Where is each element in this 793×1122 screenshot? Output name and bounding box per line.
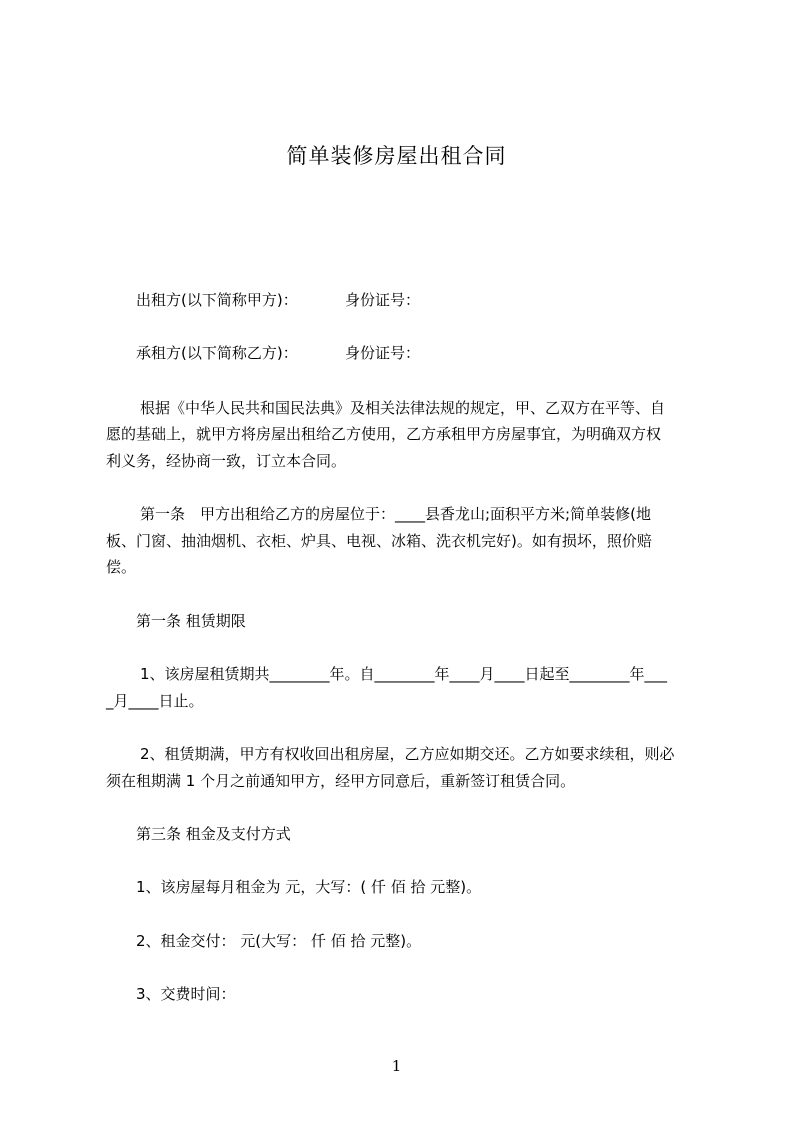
lease-term-item-1-line-1: 1、该房屋租赁期共________年。自________年____月____日起至________年___ <box>140 665 668 683</box>
article-1-line-3: 偿。 <box>106 558 137 576</box>
lease-term-heading: 第一条 租赁期限 <box>136 612 246 630</box>
lessee-id-label: 身份证号： <box>345 344 421 362</box>
rent-item-3: 3、交费时间： <box>136 985 236 1003</box>
preamble-line-1: 根据《中华人民共和国民法典》及相关法律法规的规定，甲、乙双方在平等、自 <box>140 399 666 417</box>
lease-term-item-2-line-2: 须在租期满 1 个月之前通知甲方，经甲方同意后，重新签订租赁合同。 <box>106 772 576 790</box>
page-number: 1 <box>391 1057 402 1075</box>
article-1-line-1: 第一条 甲方出租给乙方的房屋位于：____县香龙山;面积平方米;简单装修(地 <box>140 505 651 523</box>
lessor-id-label: 身份证号： <box>345 291 421 309</box>
rent-item-2: 2、租金交付： 元(大写： 仟 佰 拾 元整)。 <box>136 932 422 950</box>
rent-payment-heading: 第三条 租金及支付方式 <box>136 825 291 843</box>
document-title: 简单装修房屋出租合同 <box>286 144 507 168</box>
lease-term-item-2-line-1: 2、租赁期满，甲方有权收回出租房屋，乙方应如期交还。乙方如要求续租，则必 <box>140 745 675 763</box>
preamble-line-3: 利义务，经协商一致，订立本合同。 <box>106 452 347 470</box>
lessee-label: 承租方(以下简称乙方)： <box>136 344 298 362</box>
lessor-label: 出租方(以下简称甲方)： <box>136 291 298 309</box>
lease-term-item-1-line-2: _月____日止。 <box>106 692 204 710</box>
article-1-line-2: 板、门窗、抽油烟机、衣柜、炉具、电视、冰箱、洗衣机完好)。如有损坏，照价赔 <box>106 532 652 550</box>
preamble-line-2: 愿的基础上，就甲方将房屋出租给乙方使用，乙方承租甲方房屋事宜，为明确双方权 <box>106 425 662 443</box>
rent-item-1: 1、该房屋每月租金为 元，大写：( 仟 佰 拾 元整)。 <box>136 878 482 896</box>
